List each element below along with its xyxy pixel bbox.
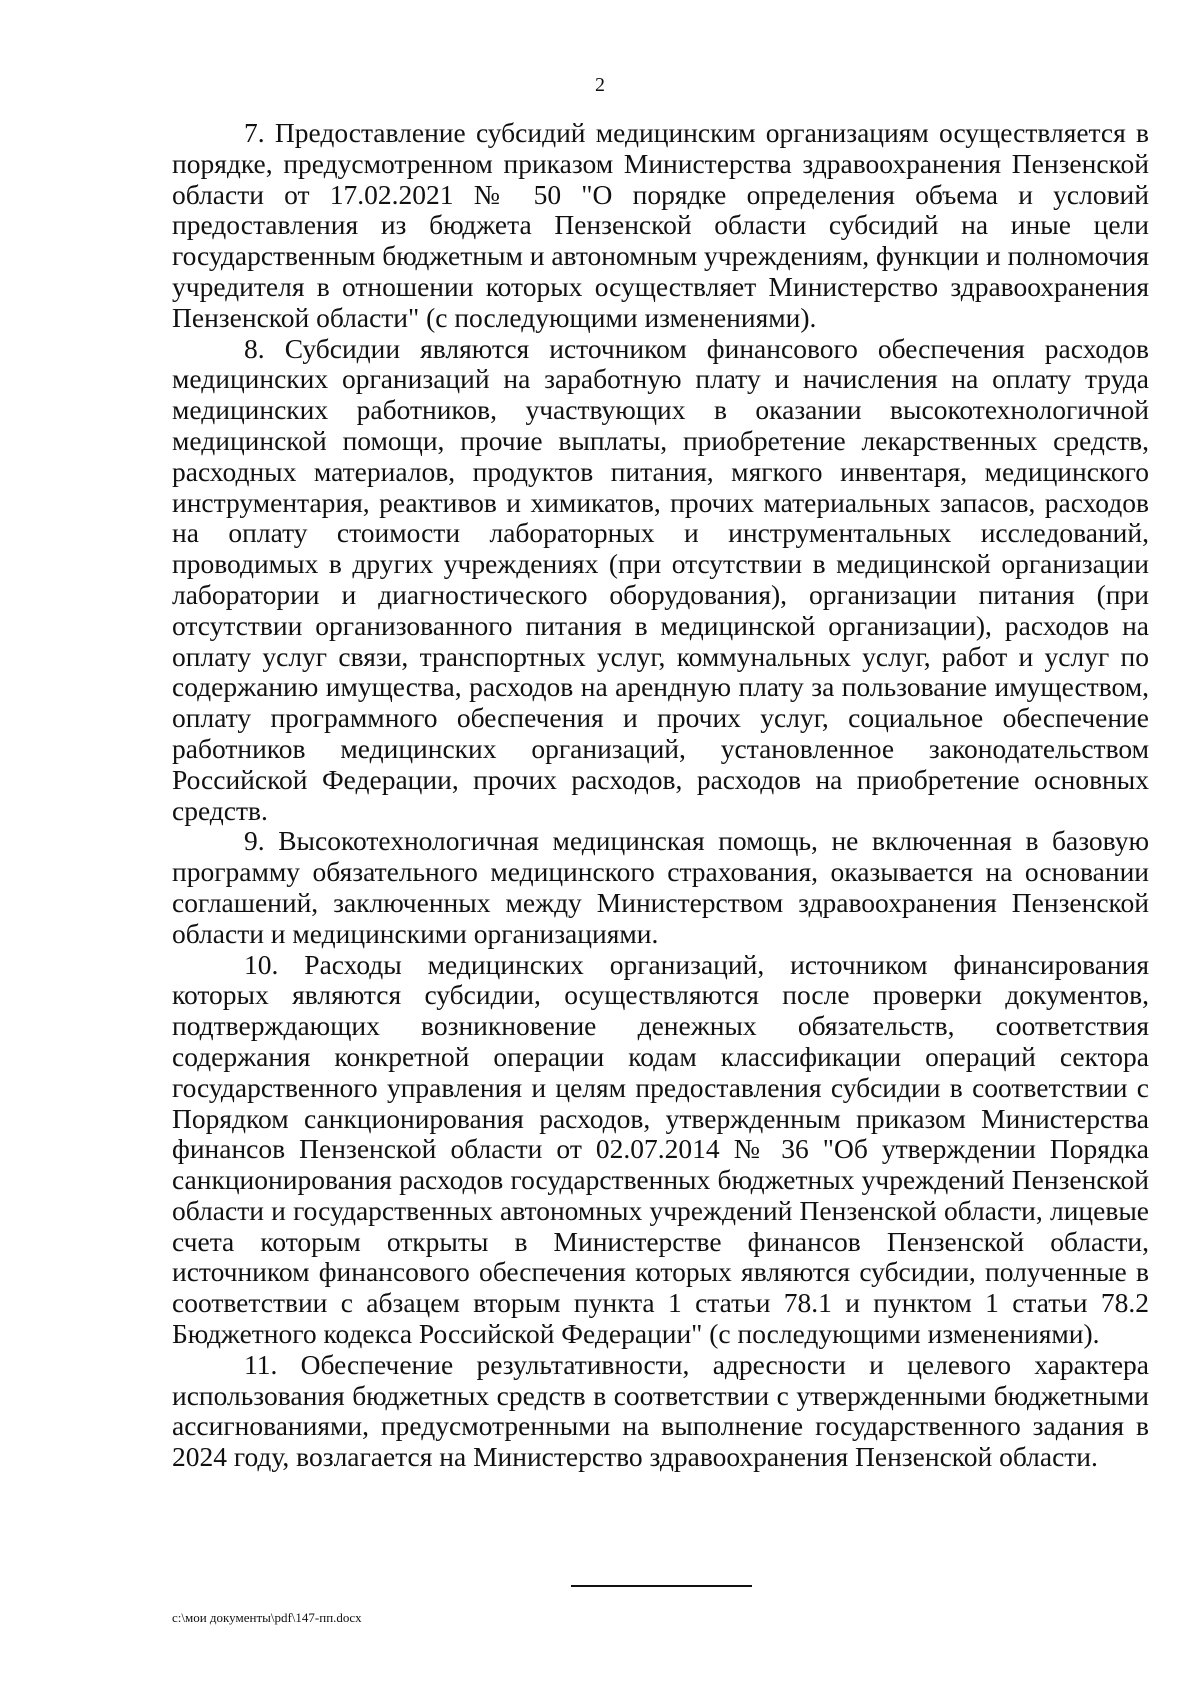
document-body xyxy=(172,118,1149,1473)
paragraph-9: 9. Высокотехнологичная медицинская помощь, не включенная в базовую программу обязательного медицинского страхования, оказывается на основании соглашений, заключенных между Министерством здравоохранения Пензенской области и медицинскими организациями. xyxy=(172,825,1149,949)
footer-file-path: c:\мои документы\pdf\147-пп.docx xyxy=(172,1610,362,1625)
paragraph-11: 11. Обеспечение результативности, адресности и целевого характера использования бюджетных средств в соответствии с утвержденными бюджетными ассигнованиями, предусмотренными на выполнение государственного задания в 2024 году, возлагается на Министерство здравоохранения Пензенской области. xyxy=(172,1348,1149,1473)
paragraph-7: 7. Предоставление субсидий медицинским организациям осуществляется в порядке, предусмотренном приказом Министерства здравоохранения Пензенской области от 17.02.2021 № 50 "О порядке определения объема и условий предоставления из бюджета Пензенской области субсидий на иные цели государственным бюджетным и автономным учреждениям, функции и полномочия учредителя в отношении которых осуществляет Министерство здравоохранения Пензенской области" (с последующими изменениями). xyxy=(172,117,1150,333)
paragraph-8: 8. Субсидии являются источником финансового обеспечения расходов медицинских организаций на заработную плату и начисления на оплату труда медицинских работников, участвующих в оказании высокотехнологичной медицинской помощи, прочие выплаты, приобретение лекарственных средств, расходных материалов, продуктов питания, мягкого инвентаря, медицинского инструментария, реактивов и химикатов, прочих материальных запасов, расходов на оплату стоимости лабораторных и инструментальных исследований, проводимых в других учреждениях (при отсутствии в медицинской организации лаборатории и диагностического оборудования), организации питания (при отсутствии организованного питания в медицинской организации), расходов на оплату услуг связи, транспортных услуг, коммунальных услуг, работ и услуг по содержанию имущества, расходов на арендную плату за пользование имуществом, оплату программного обеспечения и прочих услуг, социальное обеспечение работников медицинских организаций, установленное законодательством Российской Федерации, прочих расходов, расходов на приобретение основных средств. xyxy=(172,332,1149,826)
page-number: 2 xyxy=(595,74,605,96)
end-separator-line xyxy=(571,1585,752,1587)
paragraph-10: 10. Расходы медицинских организаций, источником финансирования которых являются субсидии, осуществляются после проверки документов, подтверждающих возникновение денежных обязательств, соответствия содержания конкретной операции кодам классификации операций сектора государственного управления и целям предоставления субсидии в соответствии с Порядком санкционирования расходов, утвержденным приказом Министерства финансов Пензенской области от 02.07.2014 № 36 "Об утверждении Порядка санкционирования расходов государственных бюджетных учреждений Пензенской области и государственных автономных учреждений Пензенской области, лицевые счета которым открыты в Министерстве финансов Пензенской области, источником финансового обеспечения которых являются субсидии, полученные в соответствии с абзацем вторым пункта 1 статьи 78.1 и пунктом 1 статьи 78.2 Бюджетного кодекса Российской Федерации" (с последующими изменениями). xyxy=(172,948,1149,1350)
